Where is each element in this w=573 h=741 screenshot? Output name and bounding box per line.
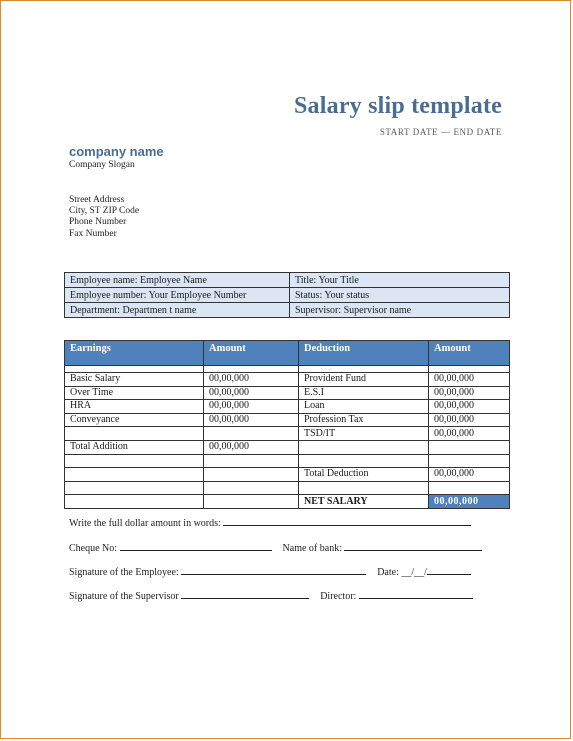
earning-label [65,454,204,468]
deduction-label: Provident Fund [299,373,429,387]
amount-in-words-label: Write the full dollar amount in words: [69,518,221,529]
amount-in-words-field[interactable] [223,515,471,526]
deduction-label: E.S.I [299,386,429,400]
address-phone: Phone Number [69,217,127,228]
deduction-label [299,481,429,495]
table-row [65,400,510,414]
deduction-amount: 00,00,000 [429,373,510,387]
spacer-cell [429,366,510,373]
empty-cell [204,495,299,509]
employee-signature-row [69,564,471,578]
table-spacer-row [65,366,510,373]
earning-amount: 00,00,000 [204,373,299,387]
header-deduction-amount: Amount [429,341,510,366]
earning-label [65,427,204,441]
address-fax: Fax Number [69,228,117,239]
earning-label [65,468,204,482]
company-name: company name [69,144,164,159]
header-deduction: Deduction [299,341,429,366]
table-row [65,454,510,468]
bank-name-label: Name of bank: [282,543,342,554]
deduction-amount: 00,00,000 [429,413,510,427]
supervisor-signature-field[interactable] [181,588,309,599]
empty-cell [65,495,204,509]
earning-label: Basic Salary [65,373,204,387]
employee-number-cell: Employee number: Your Employee Number [65,288,290,303]
net-salary-row [65,495,510,509]
earning-amount: 00,00,000 [204,386,299,400]
spacer-cell [299,366,429,373]
employee-row [65,288,510,303]
address-street: Street Address [69,195,125,205]
earning-amount: 00,00,000 [204,413,299,427]
earning-label [65,481,204,495]
company-slogan: Company Slogan [69,160,135,170]
employee-department-cell: Department: Departmen t name [65,303,290,318]
cheque-number-field[interactable] [120,540,272,551]
earning-amount [204,481,299,495]
amount-in-words-row [69,515,471,529]
employee-signature-label: Signature of the Employee: [69,567,179,578]
net-salary-label: NET SALARY [299,495,429,509]
date-label: Date: [377,567,399,578]
earning-label: Conveyance [65,413,204,427]
earning-label: HRA [65,400,204,414]
cheque-label: Cheque No: [69,543,118,554]
date-range: START DATE — END DATE [379,127,502,137]
deduction-amount [429,481,510,495]
deduction-amount: 00,00,000 [429,427,510,441]
earnings-deductions-table [64,340,510,509]
deduction-amount [429,454,510,468]
total-deduction-label: Total Deduction [299,468,429,482]
supervisor-signature-label: Signature of the Supervisor [69,591,179,602]
employee-name-cell: Employee name: Employee Name [65,273,290,288]
deduction-amount: 00,00,000 [429,400,510,414]
director-signature-field[interactable] [359,588,473,599]
date-field[interactable]: __/__/ [401,567,427,578]
cheque-row [69,540,482,554]
deduction-label: Profession Tax [299,413,429,427]
deduction-amount: 00,00,000 [429,386,510,400]
table-row [65,481,510,495]
table-row [65,440,510,454]
total-addition-label: Total Addition [65,440,204,454]
earning-amount [204,427,299,441]
table-row [65,427,510,441]
employee-supervisor-cell: Supervisor: Supervisor name [290,303,510,318]
address-city: City, ST ZIP Code [69,206,140,217]
total-addition-amount: 00,00,000 [204,440,299,454]
employee-row [65,273,510,288]
earning-amount: 00,00,000 [204,400,299,414]
employee-info-table [64,272,510,318]
spacer-cell [65,366,204,373]
deduction-label [299,440,429,454]
bank-name-field[interactable] [344,540,482,551]
employee-status-cell: Status: Your status [290,288,510,303]
page-title: Salary slip template [294,93,502,119]
earning-amount [204,454,299,468]
earning-label: Over Time [65,386,204,400]
deduction-label: TSD/IT [299,427,429,441]
earning-amount [204,468,299,482]
deduction-label [299,454,429,468]
net-salary-value: 00,00,000 [429,495,510,509]
total-deduction-amount: 00,00,000 [429,468,510,482]
table-row [65,386,510,400]
employee-title-cell: Title: Your Title [290,273,510,288]
pay-table-header [65,341,510,366]
deduction-label: Loan [299,400,429,414]
header-earnings-amount: Amount [204,341,299,366]
spacer-cell [204,366,299,373]
date-year-field[interactable] [427,564,471,575]
employee-row [65,303,510,318]
company-address [69,195,139,240]
table-row [65,373,510,387]
table-row [65,413,510,427]
employee-signature-field[interactable] [181,564,366,575]
deduction-amount [429,440,510,454]
director-label: Director: [320,591,357,602]
table-row [65,468,510,482]
header-earnings: Earnings [65,341,204,366]
supervisor-signature-row [69,588,473,602]
